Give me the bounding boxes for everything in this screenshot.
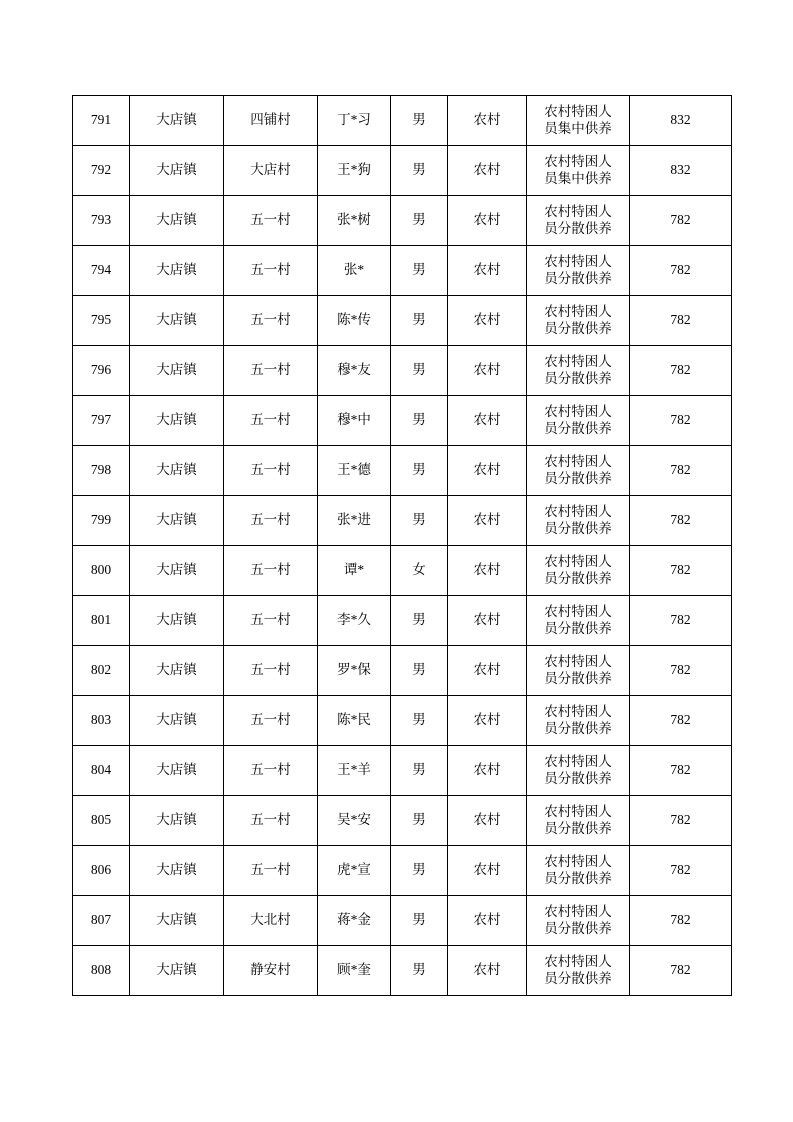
cell-town: 大店镇 xyxy=(130,146,224,196)
cell-hukou-type: 农村 xyxy=(448,746,527,796)
cell-village: 五一村 xyxy=(224,246,318,296)
cell-gender: 男 xyxy=(391,946,448,996)
cell-gender: 男 xyxy=(391,396,448,446)
cell-amount: 782 xyxy=(630,446,732,496)
cell-name: 罗*保 xyxy=(318,646,391,696)
cell-index: 806 xyxy=(73,846,130,896)
cell-hukou-type: 农村 xyxy=(448,896,527,946)
cell-assistance-category xyxy=(527,546,630,596)
cell-name: 顾*奎 xyxy=(318,946,391,996)
cell-gender: 男 xyxy=(391,296,448,346)
table-row xyxy=(73,446,732,496)
cell-village: 五一村 xyxy=(224,546,318,596)
cell-assistance-category xyxy=(527,396,630,446)
cell-hukou-type: 农村 xyxy=(448,296,527,346)
cell-amount: 782 xyxy=(630,846,732,896)
category-line-2: 员分散供养 xyxy=(544,270,612,286)
cell-hukou-type: 农村 xyxy=(448,146,527,196)
table-row xyxy=(73,146,732,196)
cell-town: 大店镇 xyxy=(130,796,224,846)
table-row xyxy=(73,496,732,546)
cell-amount: 782 xyxy=(630,496,732,546)
category-line-1: 农村特困人 xyxy=(544,653,612,669)
cell-index: 795 xyxy=(73,296,130,346)
category-line-2: 员分散供养 xyxy=(544,520,612,536)
cell-village: 五一村 xyxy=(224,846,318,896)
cell-hukou-type: 农村 xyxy=(448,446,527,496)
category-line-1: 农村特困人 xyxy=(544,153,612,169)
cell-name: 穆*中 xyxy=(318,396,391,446)
category-line-2: 员集中供养 xyxy=(544,120,612,136)
cell-assistance-category xyxy=(527,296,630,346)
cell-index: 807 xyxy=(73,896,130,946)
assistance-recipients-table xyxy=(72,95,732,996)
category-line-2: 员分散供养 xyxy=(544,620,612,636)
cell-amount: 782 xyxy=(630,696,732,746)
cell-hukou-type: 农村 xyxy=(448,346,527,396)
cell-village: 五一村 xyxy=(224,196,318,246)
table-row xyxy=(73,896,732,946)
cell-amount: 782 xyxy=(630,246,732,296)
cell-town: 大店镇 xyxy=(130,496,224,546)
cell-village: 五一村 xyxy=(224,446,318,496)
cell-amount: 782 xyxy=(630,346,732,396)
category-line-1: 农村特困人 xyxy=(544,553,612,569)
cell-gender: 男 xyxy=(391,96,448,146)
cell-gender: 男 xyxy=(391,246,448,296)
cell-assistance-category xyxy=(527,696,630,746)
cell-assistance-category xyxy=(527,946,630,996)
cell-amount: 782 xyxy=(630,746,732,796)
cell-assistance-category xyxy=(527,796,630,846)
cell-assistance-category xyxy=(527,246,630,296)
cell-hukou-type: 农村 xyxy=(448,596,527,646)
category-line-2: 员分散供养 xyxy=(544,670,612,686)
category-line-1: 农村特困人 xyxy=(544,803,612,819)
cell-hukou-type: 农村 xyxy=(448,796,527,846)
cell-hukou-type: 农村 xyxy=(448,696,527,746)
cell-name: 张*树 xyxy=(318,196,391,246)
cell-hukou-type: 农村 xyxy=(448,96,527,146)
cell-hukou-type: 农村 xyxy=(448,246,527,296)
cell-hukou-type: 农村 xyxy=(448,646,527,696)
cell-name: 吴*安 xyxy=(318,796,391,846)
cell-village: 五一村 xyxy=(224,696,318,746)
category-line-1: 农村特困人 xyxy=(544,703,612,719)
cell-town: 大店镇 xyxy=(130,246,224,296)
cell-gender: 男 xyxy=(391,646,448,696)
cell-name: 张* xyxy=(318,246,391,296)
cell-town: 大店镇 xyxy=(130,396,224,446)
cell-town: 大店镇 xyxy=(130,646,224,696)
cell-hukou-type: 农村 xyxy=(448,546,527,596)
cell-name: 张*进 xyxy=(318,496,391,546)
table-row xyxy=(73,746,732,796)
cell-index: 792 xyxy=(73,146,130,196)
cell-amount: 782 xyxy=(630,646,732,696)
cell-town: 大店镇 xyxy=(130,896,224,946)
table-row xyxy=(73,646,732,696)
cell-hukou-type: 农村 xyxy=(448,196,527,246)
cell-amount: 832 xyxy=(630,146,732,196)
cell-name: 李*久 xyxy=(318,596,391,646)
cell-assistance-category xyxy=(527,896,630,946)
cell-amount: 782 xyxy=(630,946,732,996)
cell-name: 穆*友 xyxy=(318,346,391,396)
cell-assistance-category xyxy=(527,496,630,546)
category-line-2: 员分散供养 xyxy=(544,720,612,736)
cell-town: 大店镇 xyxy=(130,446,224,496)
table-row xyxy=(73,846,732,896)
cell-index: 793 xyxy=(73,196,130,246)
cell-amount: 782 xyxy=(630,546,732,596)
table-row xyxy=(73,296,732,346)
cell-amount: 782 xyxy=(630,196,732,246)
cell-assistance-category xyxy=(527,596,630,646)
cell-name: 谭* xyxy=(318,546,391,596)
cell-town: 大店镇 xyxy=(130,596,224,646)
cell-name: 王*德 xyxy=(318,446,391,496)
category-line-1: 农村特困人 xyxy=(544,253,612,269)
cell-town: 大店镇 xyxy=(130,696,224,746)
cell-amount: 782 xyxy=(630,396,732,446)
cell-name: 陈*传 xyxy=(318,296,391,346)
cell-gender: 女 xyxy=(391,546,448,596)
cell-hukou-type: 农村 xyxy=(448,846,527,896)
cell-index: 797 xyxy=(73,396,130,446)
category-line-2: 员分散供养 xyxy=(544,320,612,336)
category-line-1: 农村特困人 xyxy=(544,953,612,969)
cell-index: 794 xyxy=(73,246,130,296)
cell-hukou-type: 农村 xyxy=(448,496,527,546)
cell-gender: 男 xyxy=(391,146,448,196)
category-line-2: 员分散供养 xyxy=(544,370,612,386)
category-line-2: 员分散供养 xyxy=(544,770,612,786)
table-row xyxy=(73,796,732,846)
cell-gender: 男 xyxy=(391,746,448,796)
category-line-2: 员分散供养 xyxy=(544,470,612,486)
category-line-1: 农村特困人 xyxy=(544,203,612,219)
cell-gender: 男 xyxy=(391,896,448,946)
cell-index: 800 xyxy=(73,546,130,596)
cell-index: 804 xyxy=(73,746,130,796)
cell-gender: 男 xyxy=(391,796,448,846)
category-line-2: 员分散供养 xyxy=(544,220,612,236)
cell-village: 四铺村 xyxy=(224,96,318,146)
cell-gender: 男 xyxy=(391,196,448,246)
table-row xyxy=(73,196,732,246)
table-row xyxy=(73,396,732,446)
table-row xyxy=(73,96,732,146)
cell-assistance-category xyxy=(527,646,630,696)
category-line-1: 农村特困人 xyxy=(544,403,612,419)
table-body xyxy=(73,96,732,996)
cell-hukou-type: 农村 xyxy=(448,396,527,446)
cell-gender: 男 xyxy=(391,596,448,646)
cell-name: 王*羊 xyxy=(318,746,391,796)
cell-town: 大店镇 xyxy=(130,346,224,396)
cell-gender: 男 xyxy=(391,346,448,396)
cell-village: 大北村 xyxy=(224,896,318,946)
cell-town: 大店镇 xyxy=(130,946,224,996)
cell-assistance-category xyxy=(527,846,630,896)
cell-assistance-category xyxy=(527,146,630,196)
cell-index: 803 xyxy=(73,696,130,746)
category-line-1: 农村特困人 xyxy=(544,503,612,519)
cell-index: 808 xyxy=(73,946,130,996)
cell-assistance-category xyxy=(527,196,630,246)
table-row xyxy=(73,246,732,296)
cell-index: 805 xyxy=(73,796,130,846)
cell-assistance-category xyxy=(527,446,630,496)
table-row xyxy=(73,346,732,396)
cell-amount: 782 xyxy=(630,796,732,846)
category-line-2: 员分散供养 xyxy=(544,870,612,886)
table-row xyxy=(73,546,732,596)
cell-amount: 782 xyxy=(630,896,732,946)
cell-index: 799 xyxy=(73,496,130,546)
cell-gender: 男 xyxy=(391,696,448,746)
cell-amount: 782 xyxy=(630,296,732,346)
cell-town: 大店镇 xyxy=(130,746,224,796)
category-line-2: 员分散供养 xyxy=(544,570,612,586)
cell-name: 王*狗 xyxy=(318,146,391,196)
cell-town: 大店镇 xyxy=(130,846,224,896)
category-line-2: 员分散供养 xyxy=(544,420,612,436)
cell-town: 大店镇 xyxy=(130,296,224,346)
cell-village: 五一村 xyxy=(224,646,318,696)
cell-index: 802 xyxy=(73,646,130,696)
cell-name: 丁*习 xyxy=(318,96,391,146)
cell-village: 五一村 xyxy=(224,796,318,846)
cell-village: 大店村 xyxy=(224,146,318,196)
table-row xyxy=(73,946,732,996)
cell-index: 796 xyxy=(73,346,130,396)
cell-town: 大店镇 xyxy=(130,96,224,146)
cell-gender: 男 xyxy=(391,496,448,546)
category-line-1: 农村特困人 xyxy=(544,303,612,319)
cell-village: 静安村 xyxy=(224,946,318,996)
category-line-1: 农村特困人 xyxy=(544,753,612,769)
cell-assistance-category xyxy=(527,746,630,796)
table-row xyxy=(73,596,732,646)
category-line-2: 员分散供养 xyxy=(544,920,612,936)
category-line-1: 农村特困人 xyxy=(544,453,612,469)
cell-amount: 782 xyxy=(630,596,732,646)
cell-hukou-type: 农村 xyxy=(448,946,527,996)
category-line-1: 农村特困人 xyxy=(544,603,612,619)
category-line-2: 员分散供养 xyxy=(544,970,612,986)
cell-gender: 男 xyxy=(391,846,448,896)
cell-gender: 男 xyxy=(391,446,448,496)
cell-index: 791 xyxy=(73,96,130,146)
cell-village: 五一村 xyxy=(224,496,318,546)
category-line-1: 农村特困人 xyxy=(544,353,612,369)
cell-assistance-category xyxy=(527,346,630,396)
cell-village: 五一村 xyxy=(224,296,318,346)
cell-village: 五一村 xyxy=(224,596,318,646)
category-line-1: 农村特困人 xyxy=(544,103,612,119)
table-row xyxy=(73,696,732,746)
cell-name: 蒋*金 xyxy=(318,896,391,946)
category-line-1: 农村特困人 xyxy=(544,853,612,869)
cell-village: 五一村 xyxy=(224,346,318,396)
cell-name: 虎*宣 xyxy=(318,846,391,896)
cell-index: 801 xyxy=(73,596,130,646)
category-line-2: 员集中供养 xyxy=(544,170,612,186)
category-line-2: 员分散供养 xyxy=(544,820,612,836)
cell-town: 大店镇 xyxy=(130,196,224,246)
cell-name: 陈*民 xyxy=(318,696,391,746)
cell-village: 五一村 xyxy=(224,746,318,796)
category-line-1: 农村特困人 xyxy=(544,903,612,919)
cell-index: 798 xyxy=(73,446,130,496)
cell-town: 大店镇 xyxy=(130,546,224,596)
cell-amount: 832 xyxy=(630,96,732,146)
cell-assistance-category xyxy=(527,96,630,146)
cell-village: 五一村 xyxy=(224,396,318,446)
